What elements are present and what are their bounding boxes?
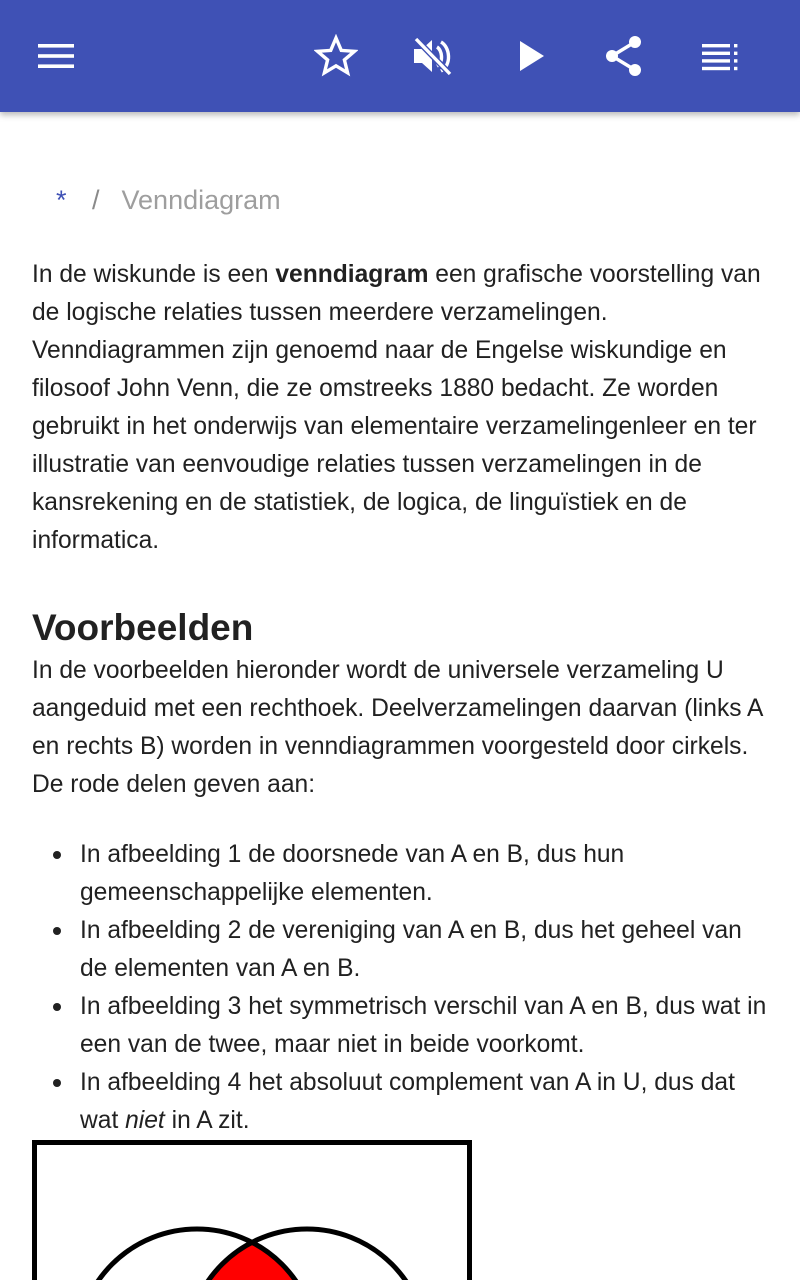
- list-item: In afbeelding 3 het symmetrisch verschil van A en B, dus wat in een van de twee, maar niet in beide voorkomt.: [80, 988, 772, 1064]
- article-body: [32, 256, 772, 1140]
- play-icon: [508, 34, 552, 78]
- menu-icon: [34, 34, 78, 78]
- list-item: In afbeelding 2 de vereniging van A en B, dus het geheel van de elementen van A en B.: [80, 912, 772, 988]
- intro-text-end: een grafische voorstelling van de logische relaties tussen meerdere verzamelingen. Venndiagrammen zijn genoemd naar de Engelse wiskundige en filosoof John Venn, die ze omstreeks 1880 bedacht. Ze worden gebruikt in het onderwijs van elementaire verzamelingenleer en ter illustratie van eenvoudige relaties tussen verzamelingen in de kansrekening en de statistiek, de logica, de linguïstiek en de informatica.: [32, 261, 761, 554]
- list-item-emphasis: niet: [125, 1107, 165, 1134]
- section-heading: Voorbeelden: [32, 607, 254, 648]
- intro-text-start: In de wiskunde is een: [32, 261, 276, 288]
- example-list: [32, 836, 772, 1140]
- list-icon: [698, 34, 742, 78]
- app-bar: [0, 0, 800, 112]
- breadcrumb-home-link[interactable]: *: [56, 185, 67, 215]
- mute-button[interactable]: [400, 24, 464, 88]
- contents-button[interactable]: [688, 24, 752, 88]
- list-item: [80, 1064, 772, 1140]
- breadcrumb-current: Venndiagram: [121, 185, 281, 215]
- volume-off-icon: [410, 34, 454, 78]
- play-button[interactable]: [498, 24, 562, 88]
- breadcrumb: [56, 180, 281, 220]
- list-item-text-start: In afbeelding 4 het absoluut complement van A in U, dus dat wat: [80, 1069, 735, 1134]
- star-icon: [314, 34, 358, 78]
- intro-paragraph: [32, 256, 772, 560]
- intro-term: venndiagram: [275, 261, 429, 288]
- breadcrumb-separator: /: [92, 185, 100, 215]
- list-item: In afbeelding 1 de doorsnede van A en B, dus hun gemeenschappelijke elementen.: [80, 836, 772, 912]
- venn-intersection: [187, 1229, 427, 1280]
- share-button[interactable]: [592, 24, 656, 88]
- list-item-text-end: in A zit.: [164, 1107, 250, 1134]
- section-paragraph: In de voorbeelden hieronder wordt de universele verzameling U aangeduid met een rechthoek. Deelverzamelingen daarvan (links A en rechts B) worden in venndiagrammen voorgesteld door cirkels. De rode delen geven aan:: [32, 657, 763, 798]
- bookmark-button[interactable]: [304, 24, 368, 88]
- share-icon: [602, 34, 646, 78]
- article-content[interactable]: [0, 112, 800, 1280]
- menu-button[interactable]: [24, 24, 88, 88]
- venn-diagram-figure[interactable]: [32, 1140, 472, 1280]
- venn-diagram: [37, 1145, 467, 1280]
